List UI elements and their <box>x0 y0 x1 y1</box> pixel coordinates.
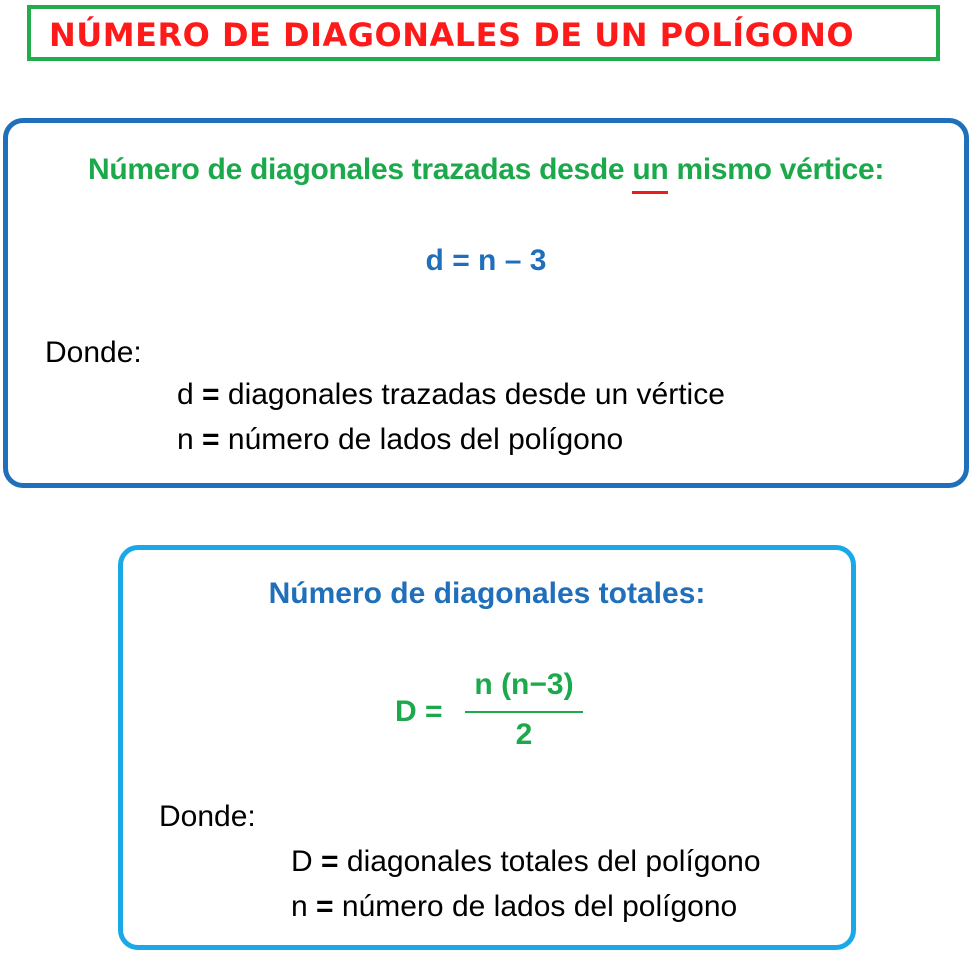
formula-lhs: D = <box>395 695 443 728</box>
definition-text: número de lados del polígono <box>219 423 624 456</box>
definition-text: diagonales totales del polígono <box>338 845 761 878</box>
formula-denominator: 2 <box>515 718 533 751</box>
fraction-bar <box>465 711 583 713</box>
donde-label: Donde: <box>45 336 142 369</box>
definition-text: diagonales trazadas desde un vértice <box>219 378 725 411</box>
definition-equals: = <box>316 890 334 923</box>
definition-equals: = <box>202 378 220 411</box>
heading-text-after: mismo vértice: <box>668 153 885 186</box>
definition-symbol: D <box>291 845 313 878</box>
definition-symbol: n <box>291 890 308 923</box>
definition-symbol: d <box>177 378 194 411</box>
definition-equals: = <box>321 845 339 878</box>
definition-d <box>177 378 725 412</box>
vertex-diagonals-heading <box>8 153 964 187</box>
total-diagonals-card <box>118 545 856 950</box>
definition-D <box>291 845 761 879</box>
donde-label: Donde: <box>159 800 256 833</box>
definition-n <box>177 423 623 457</box>
title-banner <box>27 5 940 61</box>
formula-numerator: n (n−3) <box>474 668 574 701</box>
definition-symbol: n <box>177 423 194 456</box>
vertex-diagonals-card <box>3 118 969 488</box>
definition-n <box>291 890 737 924</box>
vertex-diagonals-formula: d = n – 3 <box>425 244 547 277</box>
definition-text: número de lados del polígono <box>333 890 738 923</box>
total-diagonals-heading: Número de diagonales totales: <box>268 577 706 610</box>
page-title: NÚMERO DE DIAGONALES DE UN POLÍGONO <box>49 16 855 54</box>
heading-underlined-word: un <box>632 153 669 186</box>
heading-text-before: Número de diagonales trazadas desde <box>87 153 633 186</box>
definition-equals: = <box>202 423 220 456</box>
